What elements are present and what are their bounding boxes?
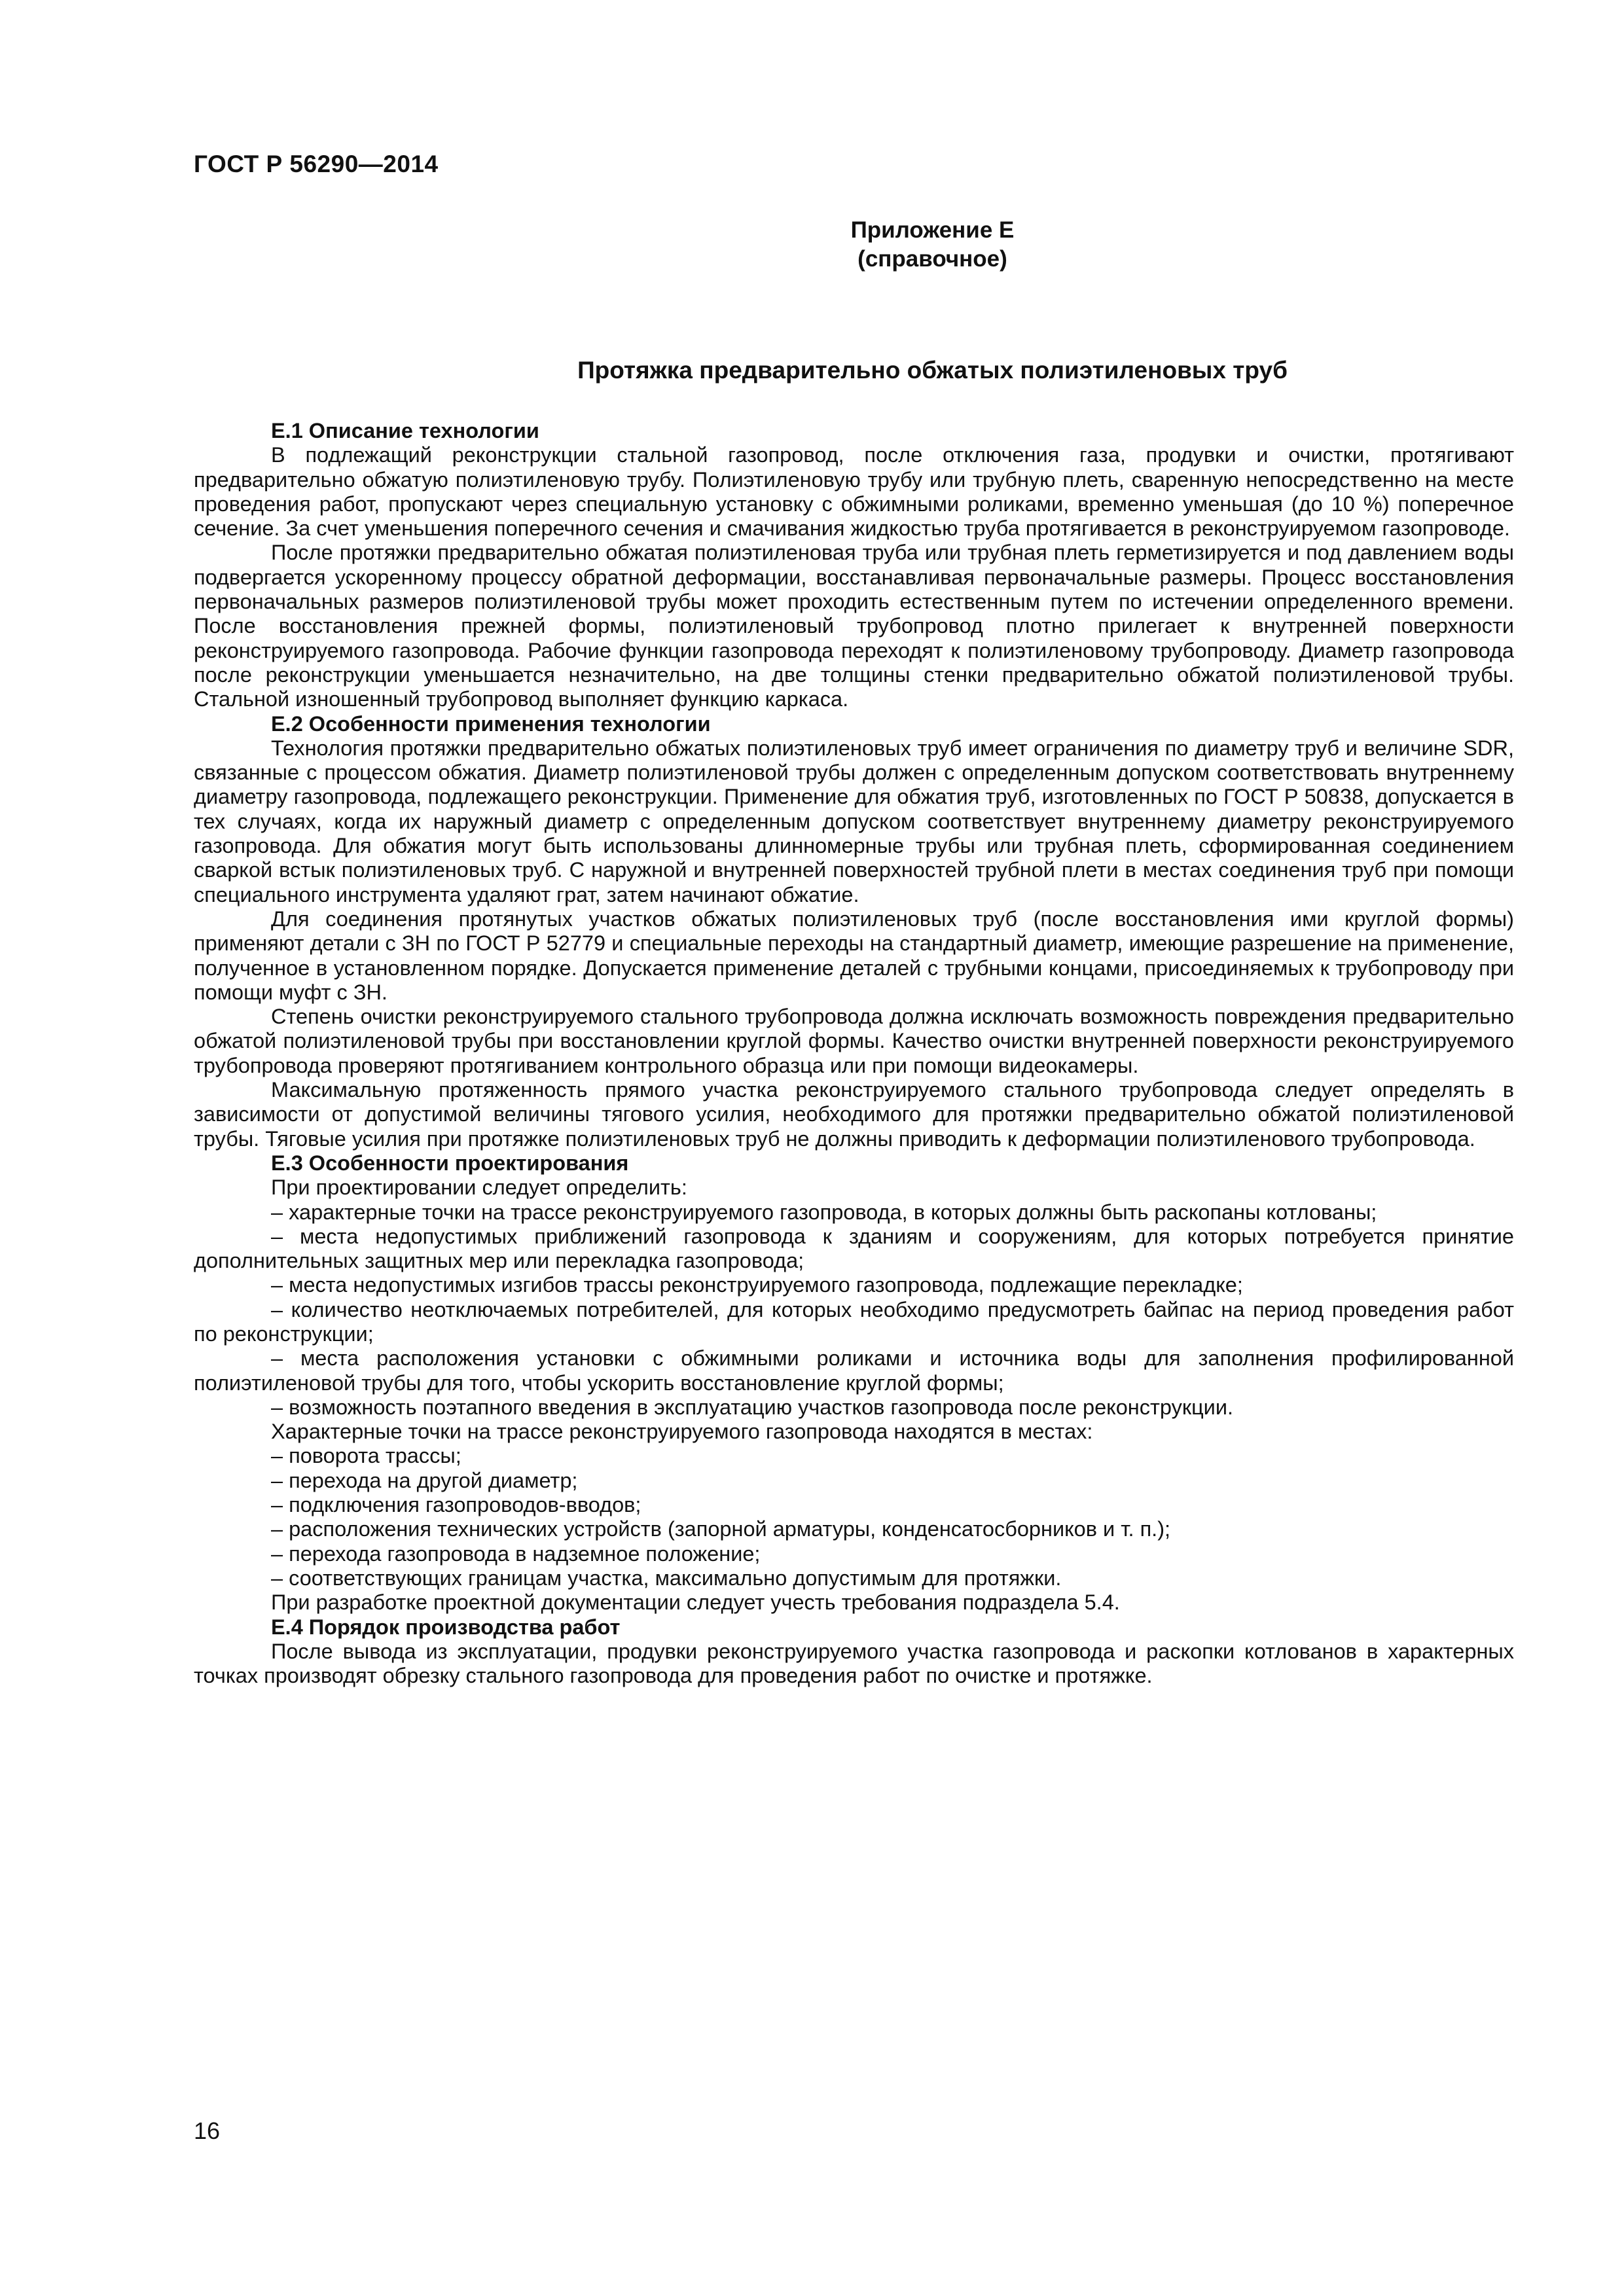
list-item: – возможность поэтапного введения в эксплуатацию участков газопровода после реконструкции.: [271, 1395, 1234, 1419]
paragraph: После вывода из эксплуатации, продувки реконструируемого участка газопровода и раскопки котлованов в характерных точках производят обрезку стального газопровода для проведения работ по очистке и протяжке.: [194, 1639, 1514, 1688]
paragraph: Технология протяжки предварительно обжатых полиэтиленовых труб имеет ограничения по диаметру труб и величине SDR, связанные с процессом обжатия. Диаметр полиэтиленовой трубы должен с определенным допуском соответствовать внутреннему диаметру газопровода, подлежащего реконструкции. Применение для обжатия труб, изготовленных по ГОСТ Р 50838, допускается в тех случаях, когда их наружный диаметр с определенным допуском соответствует внутреннему диаметру реконструируемого газопровода. Для обжатия могут быть использованы длинномерные трубы или трубная плеть, сформированная соединением сваркой встык полиэтиленовых труб. С наружной и внутренней поверхностей трубной плети в местах соединения труб при помощи специального инструмента удаляют грат, затем начинают обжатие.: [194, 736, 1514, 906]
document-body: [194, 419, 1514, 1688]
paragraph: Характерные точки на трассе реконструируемого газопровода находятся в местах:: [271, 1420, 1093, 1444]
section-heading: Е.4 Порядок производства работ: [271, 1615, 621, 1639]
list-item: – места недопустимых приближений газопровода к зданиям и сооружениям, для которых потребуется принятие дополнительных защитных мер или перекладка газопровода;: [194, 1224, 1514, 1273]
list-item: – соответствующих границам участка, максимально допустимым для протяжки.: [271, 1566, 1062, 1590]
document-code: ГОСТ Р 56290—2014: [194, 151, 439, 177]
paragraph: При проектировании следует определить:: [271, 1175, 687, 1200]
appendix-label: Приложение Е: [850, 217, 1015, 243]
document-page: [194, 0, 1514, 2296]
appendix-title: Протяжка предварительно обжатых полиэтиленовых труб: [577, 357, 1288, 384]
section-heading: Е.2 Особенности применения технологии: [271, 711, 711, 736]
paragraph: Степень очистки реконструируемого стального трубопровода должна исключать возможность повреждения предварительно обжатой полиэтиленовой трубы при восстановлении круглой формы. Качество очистки внутренней поверхности реконструируемого трубопровода проверяют протягиванием контрольного образца или при помощи видеокамеры.: [194, 1005, 1514, 1077]
list-item: – характерные точки на трассе реконструируемого газопровода, в которых должны быть раскопаны котлованы;: [271, 1200, 1377, 1224]
list-item: – количество неотключаемых потребителей, для которых необходимо предусмотреть байпас на период проведения работ по реконструкции;: [194, 1297, 1514, 1346]
paragraph: Для соединения протянутых участков обжатых полиэтиленовых труб (после восстановления ими круглой формы) применяют детали с ЗН по ГОСТ Р 52779 и специальные переходы на стандартный диаметр, имеющие разрешение на применение, полученное в установленном порядке. Допускается применение деталей с трубными концами, присоединяемых к трубопроводу при помощи муфт с ЗН.: [194, 906, 1514, 1004]
paragraph: Максимальную протяженность прямого участка реконструируемого стального трубопровода следует определять в зависимости от допустимой величины тягового усилия, необходимого для протяжки предварительно обжатой полиэтиленовой трубы. Тяговые усилия при протяжке полиэтиленовых труб не должны приводить к деформации полиэтиленового трубопровода.: [194, 1078, 1514, 1151]
list-item: – места недопустимых изгибов трассы реконструируемого газопровода, подлежащие перекладке;: [271, 1273, 1243, 1297]
list-item: – поворота трассы;: [271, 1444, 461, 1468]
list-item: – перехода газопровода в надземное положение;: [271, 1541, 761, 1566]
paragraph: При разработке проектной документации следует учесть требования подраздела 5.4.: [271, 1590, 1120, 1615]
appendix-heading: [194, 216, 1514, 274]
page-number: 16: [194, 2117, 221, 2144]
section-heading: Е.1 Описание технологии: [271, 419, 539, 442]
appendix-type: (справочное): [857, 246, 1007, 272]
list-item: – подключения газопроводов-вводов;: [271, 1493, 641, 1517]
paragraph: В подлежащий реконструкции стальной газопровод, после отключения газа, продувки и очистки, протягивают предварительно обжатую полиэтиленовую трубу. Полиэтиленовую трубу или трубную плеть, сваренную непосредственно на месте проведения работ, пропускают через специальную установку с обжимными роликами, временно уменьшая (до 10 %) поперечное сечение. За счет уменьшения поперечного сечения и смачивания жидкостью труба протягивается в реконструируемом газопроводе.: [194, 443, 1514, 541]
list-item: – места расположения установки с обжимными роликами и источника воды для заполнения профилированной полиэтиленовой трубы для того, чтобы ускорить восстановление круглой формы;: [194, 1346, 1514, 1395]
paragraph: После протяжки предварительно обжатая полиэтиленовая труба или трубная плеть герметизируется и под давлением воды подвергается ускоренному процессу обратной деформации, восстанавливая первоначальные размеры. Процесс восстановления первоначальных размеров полиэтиленовой трубы может проходить естественным путем по истечении определенного времени. После восстановления прежней формы, полиэтиленовый трубопровод плотно прилегает к внутренней поверхности реконструируемого газопровода. Рабочие функции газопровода переходят к полиэтиленовому трубопроводу. Диаметр газопровода после реконструкции уменьшается незначительно, на две толщины стенки предварительно обжатой полиэтиленовой трубы. Стальной изношенный трубопровод выполняет функцию каркаса.: [194, 541, 1514, 711]
list-item: – расположения технических устройств (запорной арматуры, конденсатосборников и т. п.);: [271, 1517, 1171, 1541]
list-item: – перехода на другой диаметр;: [271, 1468, 578, 1492]
section-heading: Е.3 Особенности проектирования: [271, 1151, 629, 1175]
